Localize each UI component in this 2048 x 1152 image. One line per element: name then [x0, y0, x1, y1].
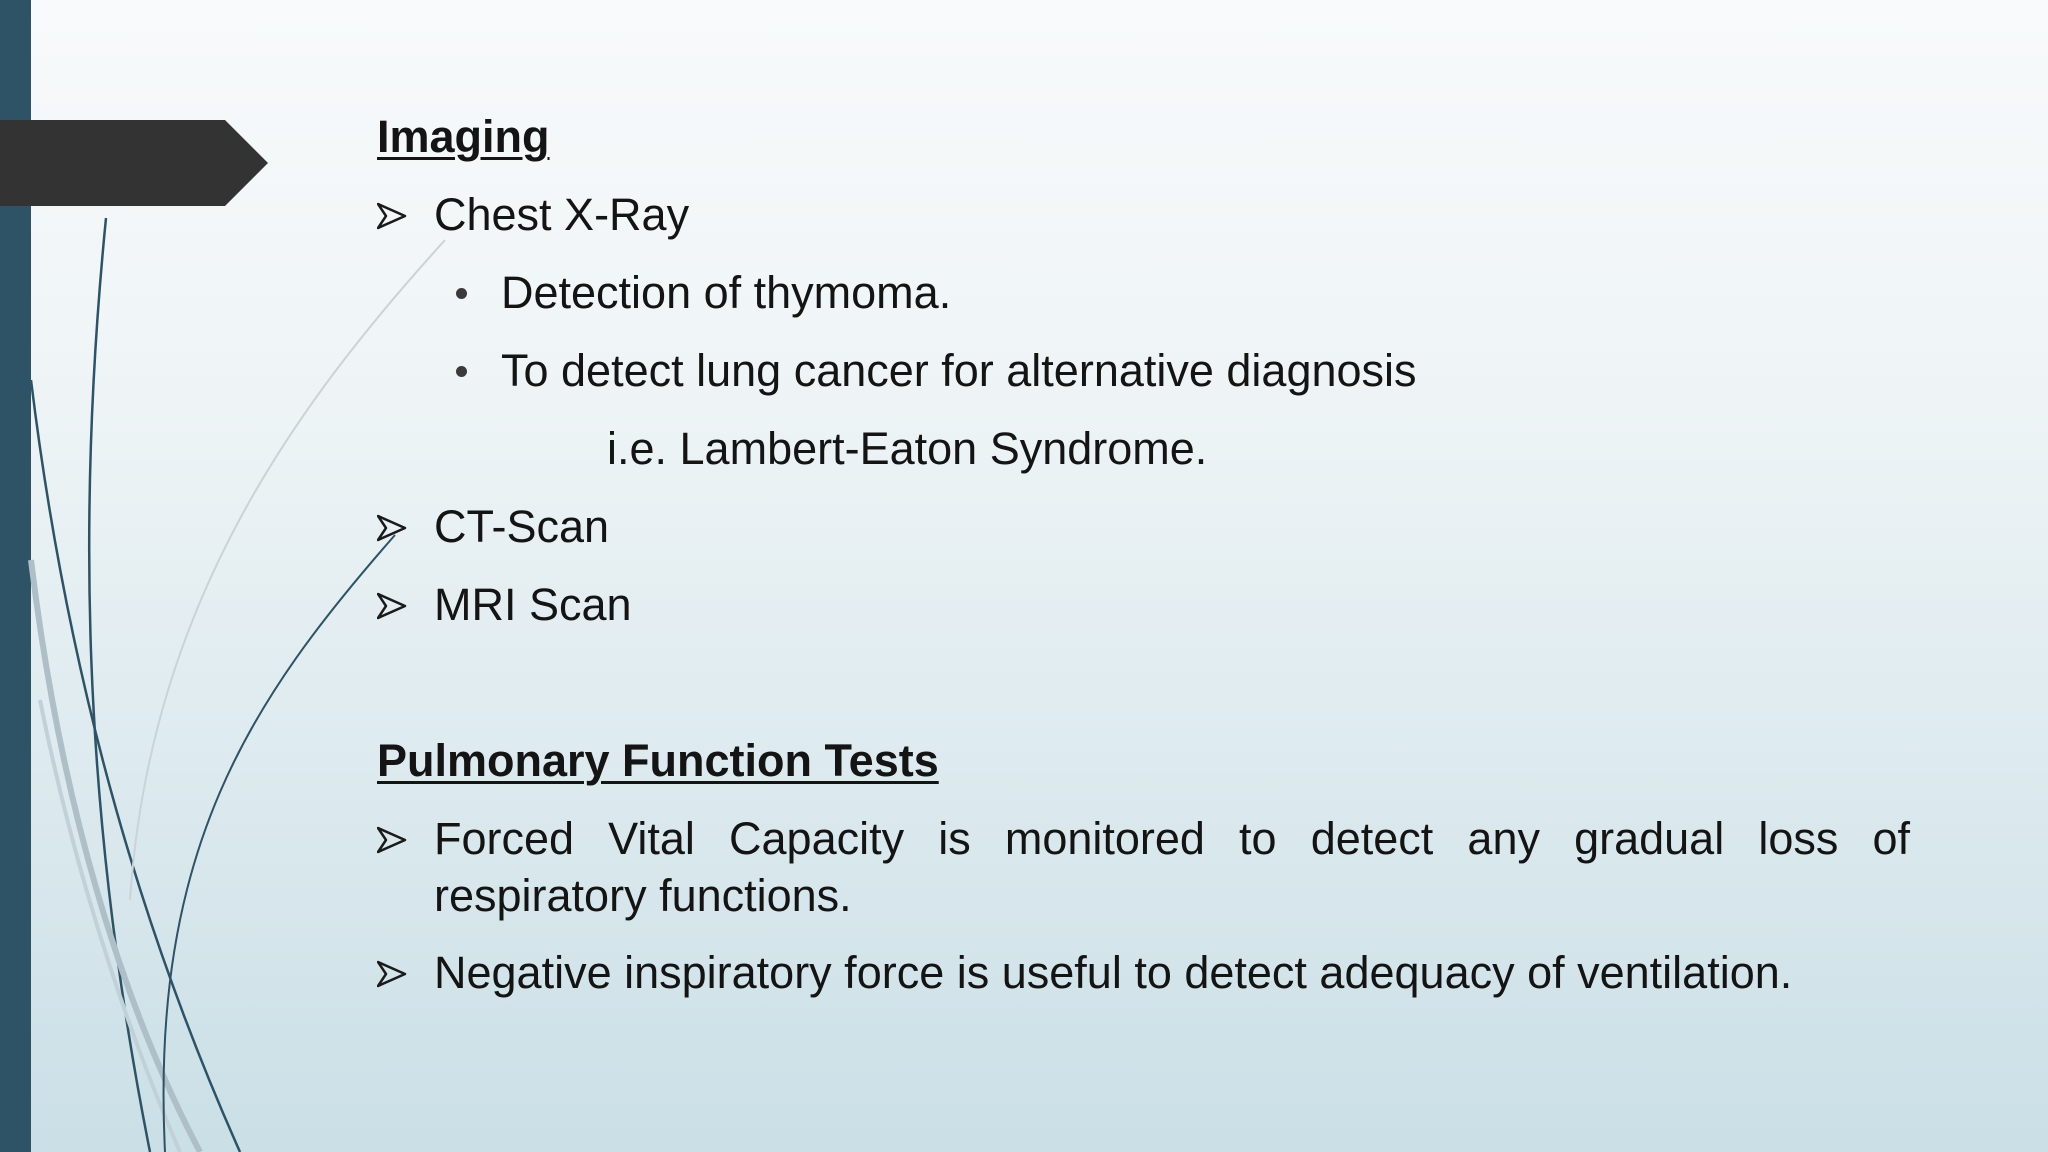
- thymoma-text: Detection of thymoma.: [501, 267, 952, 318]
- arrow-bullet-icon: [377, 592, 407, 620]
- slide-content: [377, 108, 1910, 1022]
- nif-text: Negative inspiratory force is useful to detect adequacy of ventilation.: [434, 947, 1793, 998]
- list-item-thymoma: [377, 264, 1910, 322]
- slide-tab-shape: [0, 120, 270, 206]
- list-item-lung-cancer: [377, 342, 1910, 400]
- list-item-chest-xray: [377, 186, 1910, 244]
- arrow-bullet-icon: [377, 826, 407, 854]
- imaging-heading: Imaging: [377, 111, 550, 162]
- list-item-nif: [377, 944, 1910, 1002]
- lambert-eaton-line: i.e. Lambert-Eaton Syndrome.: [607, 423, 1208, 474]
- bullet-dot-icon: [456, 366, 467, 377]
- pft-heading: Pulmonary Function Tests: [377, 735, 939, 786]
- bullet-dot-icon: [456, 288, 467, 299]
- list-item-fvc: [377, 810, 1910, 924]
- arrow-bullet-icon: [377, 514, 407, 542]
- arrow-bullet-icon: [377, 960, 407, 988]
- lung-cancer-text: To detect lung cancer for alternative diagnosis: [501, 345, 1417, 396]
- chest-xray-label: Chest X-Ray: [434, 189, 690, 240]
- ct-scan-label: CT-Scan: [434, 501, 610, 552]
- list-item-mri-scan: [377, 576, 1910, 634]
- fvc-text: Forced Vital Capacity is monitored to detect any gradual loss of respiratory functions.: [434, 813, 1910, 921]
- list-item-ct-scan: [377, 498, 1910, 556]
- section-spacer: [377, 654, 1910, 732]
- mri-scan-label: MRI Scan: [434, 579, 632, 630]
- arrow-bullet-icon: [377, 202, 407, 230]
